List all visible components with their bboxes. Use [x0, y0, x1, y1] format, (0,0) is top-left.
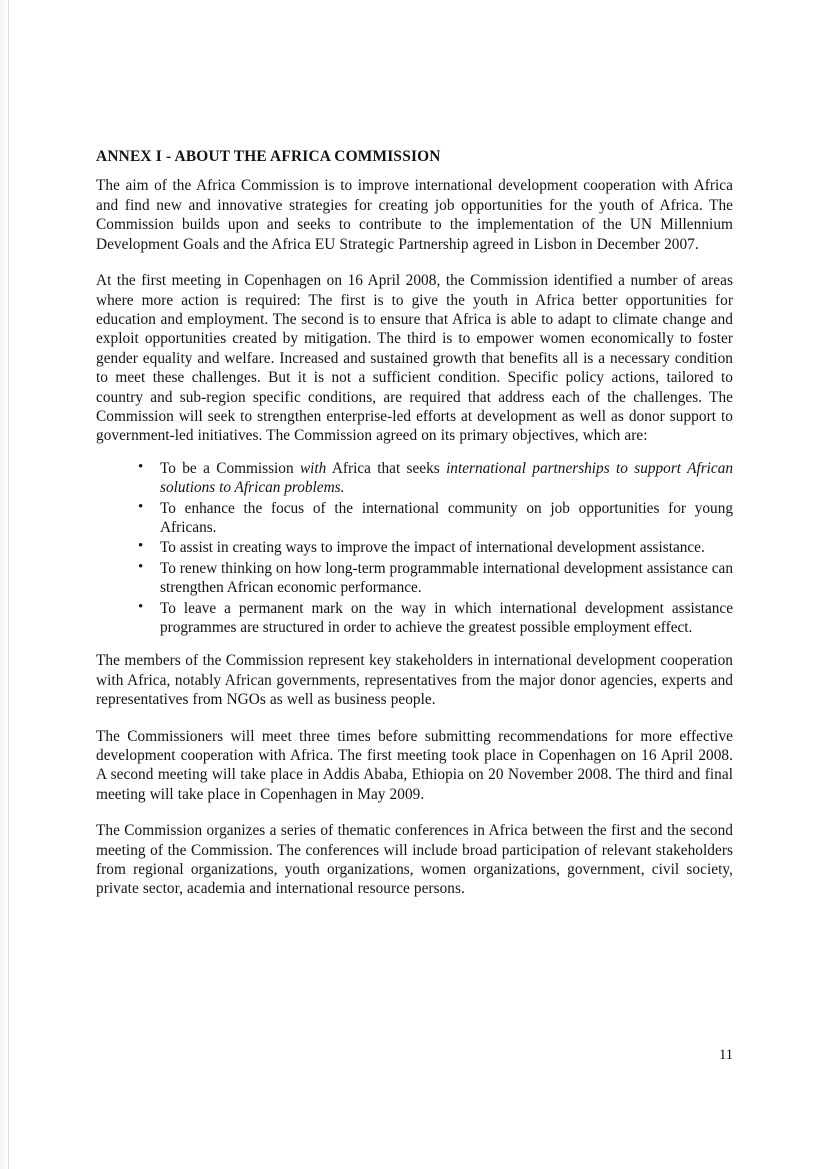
objective-lead: To be a Commission	[160, 459, 300, 477]
list-item: • To assist in creating ways to improve the impact of international development assistance.	[96, 538, 733, 557]
list-item: • To leave a permanent mark on the way in which international development assistance programmes are structured in order to achieve the greatest possible employment effect.	[96, 599, 733, 638]
page-title: ANNEX I - ABOUT THE AFRICA COMMISSION	[96, 148, 441, 165]
list-item: • To enhance the focus of the international community on job opportunities for young Africans.	[96, 499, 733, 538]
objectives-list	[96, 459, 733, 638]
scan-edge-line	[8, 0, 9, 1169]
list-item: • To renew thinking on how long-term programmable international development assistance can strengthen African economic performance.	[96, 559, 733, 598]
paragraph-members: The members of the Commission represent key stakeholders in international development cooperation with Africa, notably African governments, representatives from the major donor agencies, experts and representatives from NGOs as well as business people.	[96, 652, 733, 709]
paragraph-thematic-conferences: The Commission organizes a series of thematic conferences in Africa between the first and the second meeting of the Commission. The conferences will include broad participation of relevant stakeholders from regional organizations, youth organizations, women organizations, government, civil society, private sector, academia and international resource persons.	[96, 822, 733, 898]
paragraph-first-meeting: At the first meeting in Copenhagen on 16 April 2008, the Commission identified a number of areas where more action is required: The first is to give the youth in Africa better opportunities for education and employment. The second is to ensure that Africa is able to adapt to climate change and exploit opportunities created by mitigation. The third is to empower women economically to foster gender equality and welfare. Increased and sustained growth that benefits all is a necessary condition to meet these challenges. But it is not a sufficient condition. Specific policy actions, tailored to country and sub-region specific conditions, are required that address each of the challenges. The Commission will seek to strengthen enterprise-led efforts at development as well as donor support to government-led initiatives. The Commission agreed on its primary objectives, which are:	[96, 272, 733, 445]
paragraph-aim: The aim of the Africa Commission is to improve international development cooperation with Africa and find new and innovative strategies for creating job opportunities for the youth of Africa. The Commission builds upon and seeks to contribute to the implementation of the UN Millennium Development Goals and the Africa EU Strategic Partnership agreed in Lisbon in December 2007.	[96, 177, 733, 253]
paragraph-commissioners-meetings: The Commissioners will meet three times before submitting recommendations for more effective development cooperation with Africa. The first meeting took place in Copenhagen on 16 April 2008. A second meeting will take place in Addis Ababa, Ethiopia on 20 November 2008. The third and final meeting will take place in Copenhagen in May 2009.	[96, 727, 733, 803]
page-content	[96, 148, 733, 916]
objective-mid: Africa that seeks	[326, 459, 447, 477]
objective-emphasis-partnerships: international partnerships to support African solutions to African problems.	[160, 459, 733, 497]
list-item	[96, 459, 733, 498]
page-number: 11	[718, 1047, 733, 1063]
objective-emphasis-with: with	[299, 459, 327, 477]
